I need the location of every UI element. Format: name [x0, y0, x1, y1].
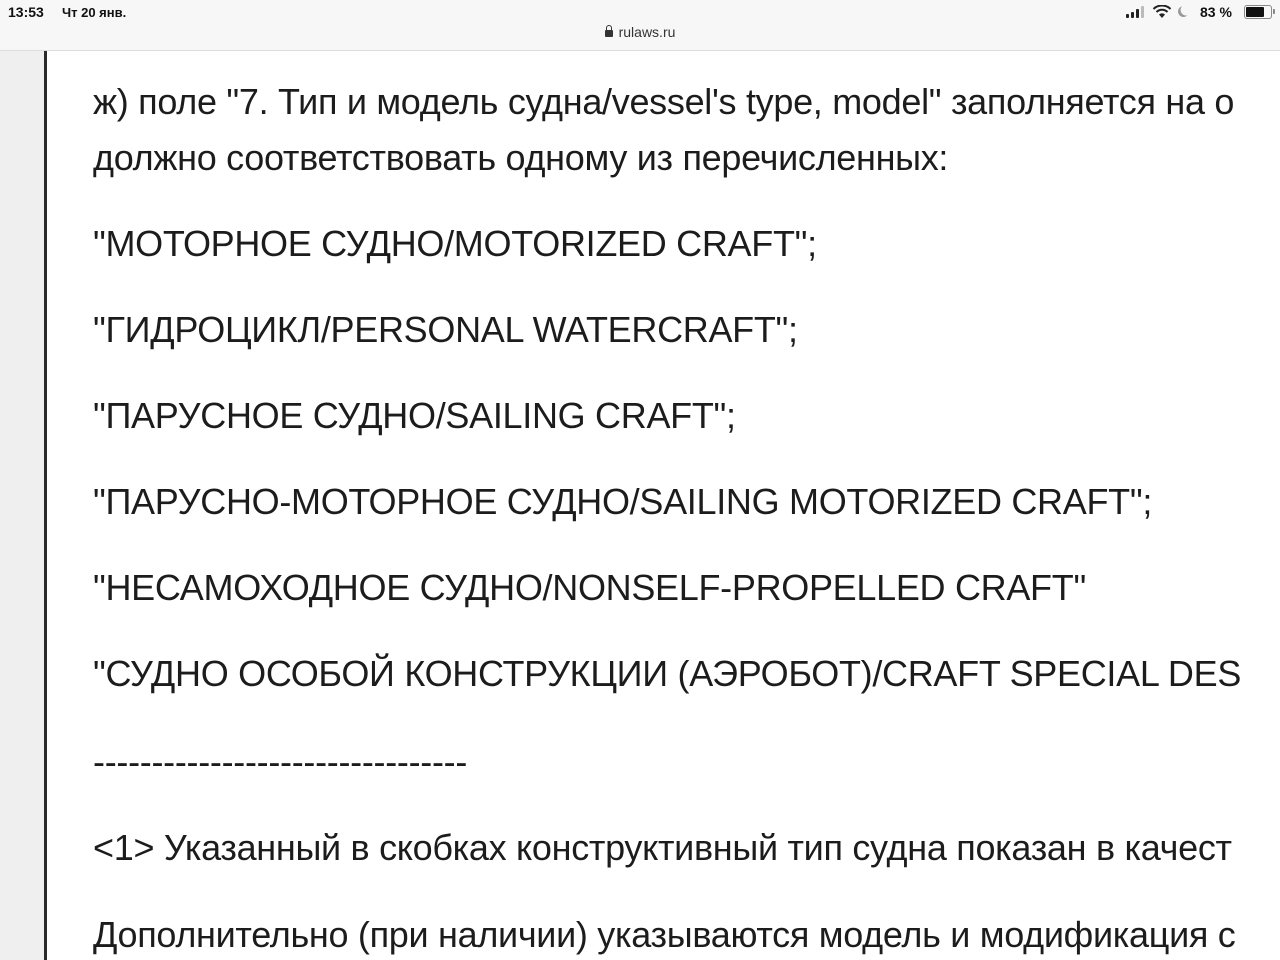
- separator-line: --------------------------------: [93, 741, 468, 782]
- paragraph-line: должно соответствовать одному из перечисленных:: [93, 137, 949, 178]
- cellular-signal-icon: [1126, 6, 1148, 18]
- paragraph-line: Дополнительно (при наличии) указываются модель и модификация с: [93, 914, 1236, 955]
- battery-icon: [1244, 5, 1272, 19]
- battery-fill: [1246, 7, 1264, 17]
- url-text: rulaws.ru: [618, 24, 676, 40]
- do-not-disturb-moon-icon: [1176, 4, 1191, 19]
- list-item: "ПАРУСНОЕ СУДНО/SAILING CRAFT";: [93, 395, 736, 436]
- list-item: "СУДНО ОСОБОЙ КОНСТРУКЦИИ (АЭРОБОТ)/CRAFT SPECIAL DES: [93, 653, 1242, 694]
- status-indicators: [1120, 4, 1280, 22]
- paragraph-line: ж) поле "7. Тип и модель судна/vessel's type, model" заполняется на о: [93, 81, 1235, 122]
- list-item: "ПАРУСНО-МОТОРНОЕ СУДНО/SAILING MOTORIZED CRAFT";: [93, 481, 1153, 522]
- left-margin: [0, 51, 44, 960]
- wifi-icon: [1152, 5, 1172, 19]
- battery-percent: 83 %: [1200, 4, 1232, 20]
- status-date: Чт 20 янв.: [62, 5, 127, 20]
- lock-icon: [605, 30, 613, 37]
- status-bar: [0, 0, 1280, 51]
- list-item: "МОТОРНОЕ СУДНО/MOTORIZED CRAFT";: [93, 223, 817, 264]
- address-bar[interactable]: [0, 24, 1280, 40]
- list-item: "ГИДРОЦИКЛ/PERSONAL WATERCRAFT";: [93, 309, 798, 350]
- list-item: "НЕСАМОХОДНОЕ СУДНО/NONSELF-PROPELLED CRAFT": [93, 567, 1086, 608]
- web-page[interactable]: [0, 51, 1280, 960]
- footnote: <1> Указанный в скобках конструктивный тип судна показан в качест: [93, 827, 1232, 868]
- status-time: 13:53: [8, 4, 44, 20]
- left-border-rule: [44, 51, 47, 960]
